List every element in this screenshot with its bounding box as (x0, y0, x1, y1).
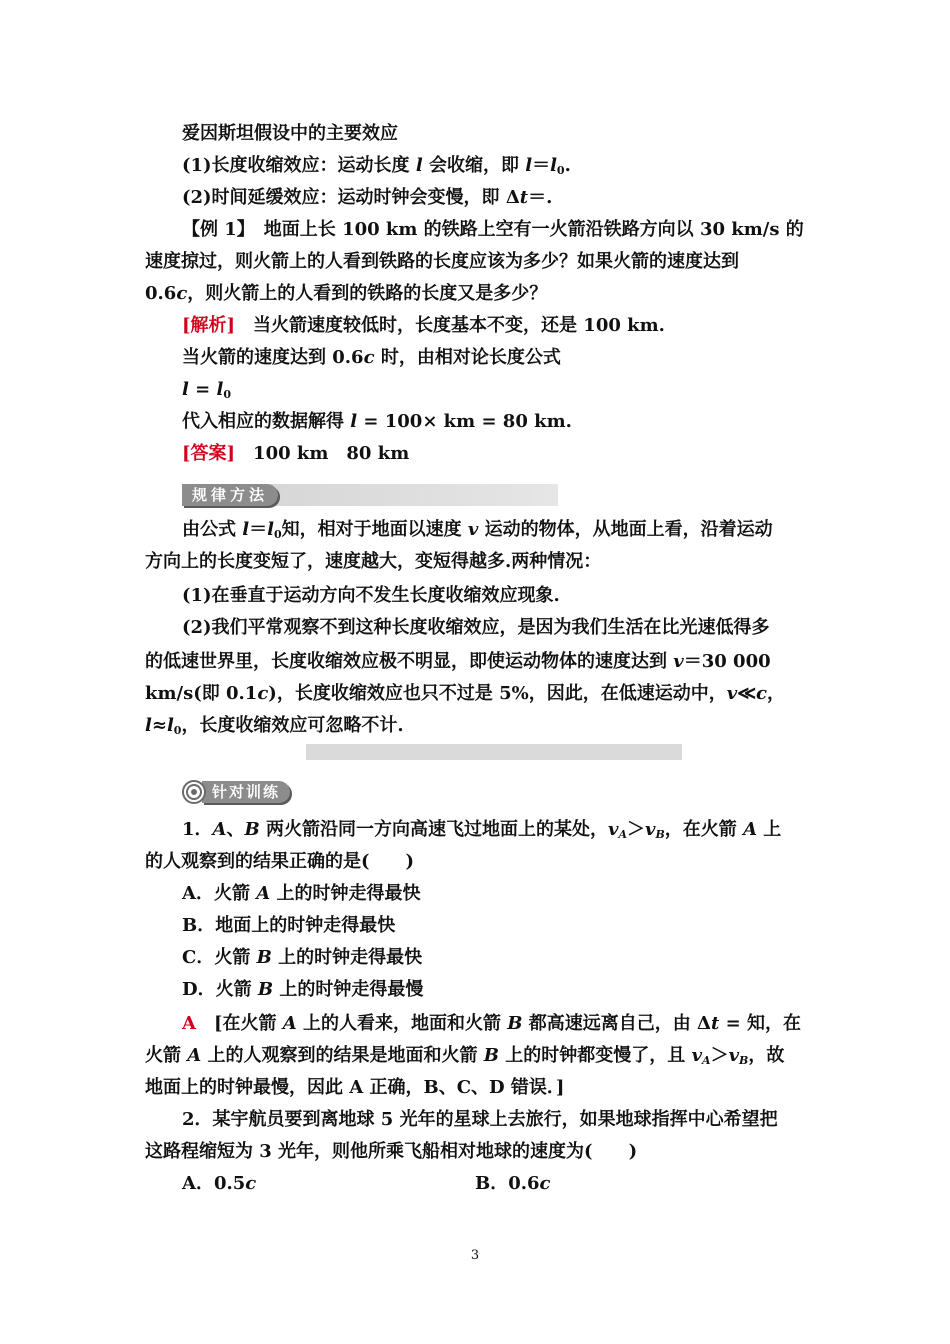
q1-option-b: B．地面上的时钟走得最快 (182, 915, 396, 936)
method-line-3: (1)在垂直于运动方向不发生长度收缩效应现象. (182, 585, 560, 606)
example-tag: 【例 1】 (182, 219, 246, 240)
answer-line: [答案] 100 km 80 km (182, 443, 410, 464)
answer-tag: [答案] (182, 443, 236, 464)
example-line-3: 0.6c，则火箭上的人看到的铁路的长度又是多少？ (145, 283, 548, 304)
q1-answer-line-2: 火箭 A 上的人观察到的结果是地面和火箭 B 上的时钟都变慢了，且 $v_A>v_B$，故 (145, 1045, 785, 1067)
q2-line-2: 这路程缩短为 3 光年，则他所乘飞船相对地球的速度为( ) (145, 1141, 638, 1162)
q2-option-a: A．0.5c (182, 1173, 257, 1194)
q1-line-1: 1．A、B 两火箭沿同一方向高速飞过地面上的某处，$v_A>v_B$，在火箭 A 上 (182, 819, 782, 841)
section-title: 爱因斯坦假设中的主要效应 (182, 123, 398, 144)
method-banner-label: 规律方法 (182, 484, 278, 506)
analysis-line-1: [解析] 当火箭速度较低时，长度基本不变，还是 100 km. (182, 315, 665, 336)
method-line-4: (2)我们平常观察不到这种长度收缩效应，是因为我们生活在比光速低得多 (182, 617, 770, 638)
example-line-1: 【例 1】 地面上长 100 km 的铁路上空有一火箭沿铁路方向以 30 km/s 的 (182, 219, 804, 240)
q1-option-c: C．火箭 B 上的时钟走得最快 (182, 947, 423, 968)
example-line-2: 速度掠过，则火箭上的人看到铁路的长度应该为多少？如果火箭的速度达到 (145, 251, 739, 272)
analysis-line-4: 代入相应的数据解得 l = 100× km = 80 km. (182, 411, 572, 432)
q1-answer-line-3: 地面上的时钟最慢，因此 A 正确，B、C、D 错误．] (145, 1077, 565, 1098)
method-line-7: $l\approx l_0$，长度收缩效应可忽略不计. (145, 715, 404, 737)
analysis-tag: [解析] (182, 315, 236, 336)
section-separator-bar (306, 744, 682, 760)
method-line-5: 的低速世界里，长度收缩效应极不明显，即使运动物体的速度达到 v＝30 000 (145, 651, 771, 672)
q1-line-2: 的人观察到的结果正确的是( ) (145, 851, 415, 872)
q2-line-1: 2．某宇航员要到离地球 5 光年的星球上去旅行，如果地球指挥中心希望把 (182, 1109, 778, 1130)
training-banner (182, 780, 294, 804)
training-banner-label: 针对训练 (202, 781, 290, 803)
analysis-line-2: 当火箭的速度达到 0.6c 时，由相对论长度公式 (182, 347, 561, 368)
method-line-6: km/s(即 0.1c)，长度收缩效应也只不过是 5%，因此，在低速运动中，v≪c， (145, 683, 785, 704)
length-contraction-effect: (1)长度收缩效应：运动长度 l 会收缩，即 $l=l_0$. (182, 155, 571, 177)
method-line-1: 由公式 $l=l_0$知，相对于地面以速度 v 运动的物体，从地面上看，沿着运动 (182, 519, 773, 541)
q1-answer-line-1: A [在火箭 A 上的人看来，地面和火箭 B 都高速远离自己，由 Δt = 知，在 (182, 1013, 801, 1034)
method-line-2: 方向上的长度变短了，速度越大，变短得越多.两种情况： (145, 551, 602, 572)
analysis-formula: $l = l_0$ (182, 379, 231, 401)
q1-option-a: A．火箭 A 上的时钟走得最快 (182, 883, 421, 904)
target-icon (182, 780, 206, 804)
q2-option-b: B．0.6c (475, 1173, 551, 1194)
q1-answer-letter: A (182, 1013, 196, 1034)
time-dilation-effect: (2)时间延缓效应：运动时钟会变慢，即 Δt＝. (182, 187, 553, 208)
method-banner (182, 484, 558, 506)
q1-option-d: D．火箭 B 上的时钟走得最慢 (182, 979, 424, 1000)
page-number: 3 (470, 1248, 480, 1263)
